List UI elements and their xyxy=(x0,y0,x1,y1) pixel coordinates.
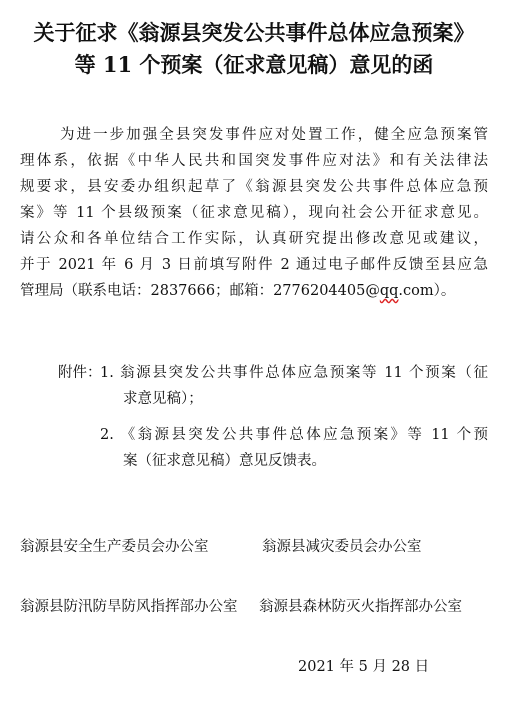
attachments-label: 附件： xyxy=(58,365,102,381)
signature-disaster-committee: 翁源县减灾委员会办公室 xyxy=(262,539,422,555)
body-line-1: 为进一步加强全县突发事件应对处置工作，健全应急预案管 xyxy=(60,127,488,143)
attachment-2-line-1: 2. 《翁源县突发公共事件总体应急预案》等 11 个预 xyxy=(100,427,488,443)
attachment-1-line-2: 求意见稿）； xyxy=(123,391,203,407)
body-line-4: 案》等 11 个县级预案（征求意见稿），现向社会公开征求意见。 xyxy=(20,205,488,221)
signature-safety-committee: 翁源县安全生产委员会办公室 xyxy=(20,539,209,555)
body-line-5: 请公众和各单位结合工作实际，认真研究提出修改意见或建议， xyxy=(20,231,488,247)
document-title-line-1: 关于征求《翁源县突发公共事件总体应急预案》 xyxy=(33,20,475,45)
attachment-1-line-1: 1. 翁源县突发公共事件总体应急预案等 11 个预案（征 xyxy=(100,365,488,381)
attachment-2-line-2: 案（征求意见稿）意见反馈表。 xyxy=(123,453,326,469)
body-line-7 xyxy=(20,280,455,302)
body-line-7-suffix: .com）。 xyxy=(398,283,456,299)
body-line-3: 规要求，县安委办组织起草了《翁源县突发公共事件总体应急预 xyxy=(20,179,488,195)
body-line-6: 并于 2021 年 6 月 3 日前填写附件 2 通过电子邮件反馈至县应急 xyxy=(20,257,488,273)
body-line-2: 理体系，依据《中华人民共和国突发事件应对法》和有关法律法 xyxy=(20,153,488,169)
body-line-7-prefix: 管理局（联系电话：2837666；邮箱：2776204405@ xyxy=(20,283,380,299)
signature-flood-command: 翁源县防汛防旱防风指挥部办公室 xyxy=(20,599,238,615)
email-domain: qq xyxy=(379,283,399,299)
signature-forest-fire-command: 翁源县森林防灭火指挥部办公室 xyxy=(259,599,462,615)
document-date: 2021 年 5 月 28 日 xyxy=(298,659,430,675)
document-title-line-2: 等 11 个预案（征求意见稿）意见的函 xyxy=(74,52,434,77)
